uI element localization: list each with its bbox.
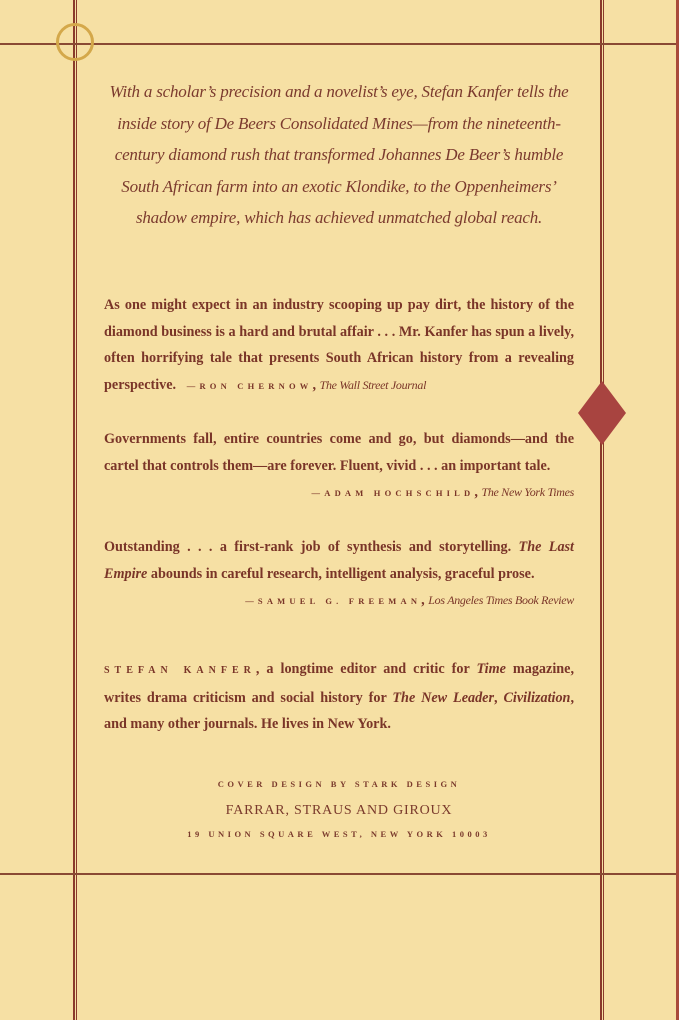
cover-design-credit: COVER DESIGN BY STARK DESIGN — [217, 779, 461, 789]
publisher-address: 19 UNION SQUARE WEST, NEW YORK 10003 — [187, 829, 491, 839]
author-bio: STEFAN KANFER, a longtime editor and critic for Time magazine, writes drama criticism and social history for The New Leader, Civilization, and many other journals. He lives in New York. — [104, 661, 575, 732]
review-author: —ADAM HOCHSCHILD — [311, 488, 475, 498]
review-source: Los Angeles Times Book Review — [428, 593, 574, 607]
intro-blurb: With a scholar’s precision and a novelist’s eye, Stefan Kanfer tells the inside story of De Beers Consolidated Mines—from the nineteenth-century diamond rush that transformed Johannes De Beer’s humble South African farm into an exotic Klondike, to the Oppenheimers’ shadow empire, which has achieved unmatched global reach. — [109, 82, 569, 227]
diamond-ornament-icon — [578, 381, 626, 445]
review-source: The New York Times — [481, 485, 574, 499]
book-title: The Last Empire — [104, 539, 574, 582]
right-vertical-rule — [600, 0, 604, 1020]
bottom-horizontal-rule — [0, 873, 679, 875]
author-name: STEFAN KANFER — [104, 665, 256, 676]
review-quote-3: Outstanding . . . a first-rank job of synthesis and storytelling. The Last Empire abounds in careful research, intelligent analysis, graceful prose. —SAMUEL G. FREEMAN, Los Angeles Times Book Review — [104, 539, 574, 608]
top-horizontal-rule — [0, 43, 679, 45]
review-source: The Wall Street Journal — [319, 377, 427, 392]
publisher-name: FARRAR, STRAUS AND GIROUX — [225, 803, 453, 818]
review-quote-2: Governments fall, entire countries come and go, but diamonds—and the cartel that controls them—are forever. Fluent, vivid . . . an important tale. —ADAM HOCHSCHILD, The New York Times — [104, 431, 574, 500]
review-author: —SAMUEL G. FREEMAN — [245, 596, 422, 606]
circle-ornament-icon — [56, 23, 94, 61]
left-vertical-rule — [73, 0, 77, 1020]
review-quote-1: As one might expect in an industry scooping up pay dirt, the history of the diamond business is a hard and brutal affair . . . Mr. Kanfer has spun a lively, often horrifying tale that presents South African history from a revealing perspective. —RON CHERNOW, The Wall Street Journal — [104, 297, 574, 393]
review-author: —RON CHERNOW — [186, 380, 313, 391]
